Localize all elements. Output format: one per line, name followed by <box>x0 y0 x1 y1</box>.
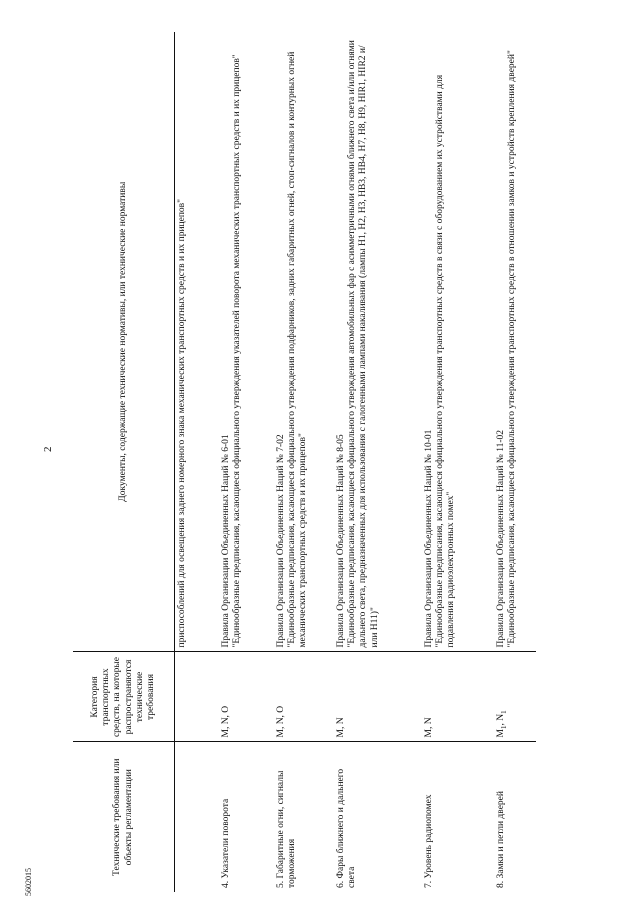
table-header-row <box>73 32 175 892</box>
cell-documents <box>422 32 494 652</box>
regulation-description: "Единообразные предписания, касающиеся официального утверждения указателей поворота механических транспортных средств и их прицепов" <box>232 54 243 648</box>
page-number: 2 <box>42 446 54 452</box>
table-row <box>334 32 422 892</box>
regulation-title: Правила Организации Объединенных Наций № 10-01 <box>424 429 434 648</box>
cell-object: 8. Замки и петли дверей <box>496 791 506 888</box>
cell-category: M, N <box>334 652 422 742</box>
table-row <box>274 32 334 892</box>
cell-category: M, N <box>422 652 494 742</box>
cell-object: 5. Габаритные огни, сигналы торможения <box>276 770 298 888</box>
table-row <box>219 32 274 892</box>
table-row <box>494 32 536 892</box>
regulation-description: "Единообразные предписания, касающиеся официального утверждения транспортных средств в связи с оборудованием их устройствами для подавления радиоэлектронных помех" <box>435 74 457 648</box>
cell-category: M, N, O <box>219 652 274 742</box>
cell-category-empty <box>175 652 220 742</box>
regulation-description: "Единообразные предписания, касающиеся официального утверждения автомобильных фар с асимметричными огнями ближнего света и/или огнями дальнего света, предназначенных для использования с галогенными лампами накаливания (лампы H1, H2, H3, HB3, HB4, H7, H8, H9, HIR1, HIR2 и/или H11)" <box>347 40 380 648</box>
cell-object: 6. Фары ближнего и дальнего света <box>336 768 358 888</box>
document-code: 5602015 <box>24 868 33 896</box>
regulation-description: "Единообразные предписания, касающиеся официального утверждения транспортных средств в отношении замков и устройств крепления дверей" <box>507 50 518 648</box>
technical-requirements-table <box>73 32 536 892</box>
table-row <box>422 32 494 892</box>
category-m-subscript: 1 <box>499 725 508 730</box>
cell-documents <box>494 32 536 652</box>
cell-documents <box>219 32 274 652</box>
category-n-subscript: 1 <box>499 710 508 714</box>
header-objects: Технические требования или объекты регламентации <box>73 742 175 892</box>
cell-documents <box>334 32 422 652</box>
category-n: N <box>496 713 506 721</box>
category-m: M <box>496 729 506 738</box>
regulation-description: "Единообразные предписания, касающиеся официального утверждения подфарников, задних габаритных огней, стоп-сигналов и контурных огней механических транспортных средств и их прицепов" <box>287 51 309 648</box>
cell-object-empty <box>175 742 220 892</box>
regulation-title: Правила Организации Объединенных Наций № 6-01 <box>221 434 231 648</box>
header-vehicle-category: Категория транспортных средств, на которые распространяются технические требования <box>73 652 175 742</box>
cell-category: M, N, O <box>274 652 334 742</box>
regulation-title: Правила Организации Объединенных Наций № 8-05 <box>336 434 346 648</box>
regulation-title: Правила Организации Объединенных Наций № 11-02 <box>496 429 506 648</box>
cell-documents-continuation: приспособлений для освещения заднего номерного знака механических транспортных средств и их прицепов" <box>175 32 220 652</box>
cell-object: 7. Уровень радиопомех <box>424 794 434 888</box>
table-row <box>175 32 220 892</box>
regulation-title: Правила Организации Объединенных Наций № 7-02 <box>276 434 286 648</box>
cell-object: 4. Указатели поворота <box>221 798 231 888</box>
header-documents: Документы, содержащие технические нормативы, или технические нормативы <box>73 32 175 652</box>
cell-documents <box>274 32 334 652</box>
category-separator: , <box>496 720 506 726</box>
rotated-page-content <box>73 32 571 892</box>
cell-category <box>494 652 536 742</box>
